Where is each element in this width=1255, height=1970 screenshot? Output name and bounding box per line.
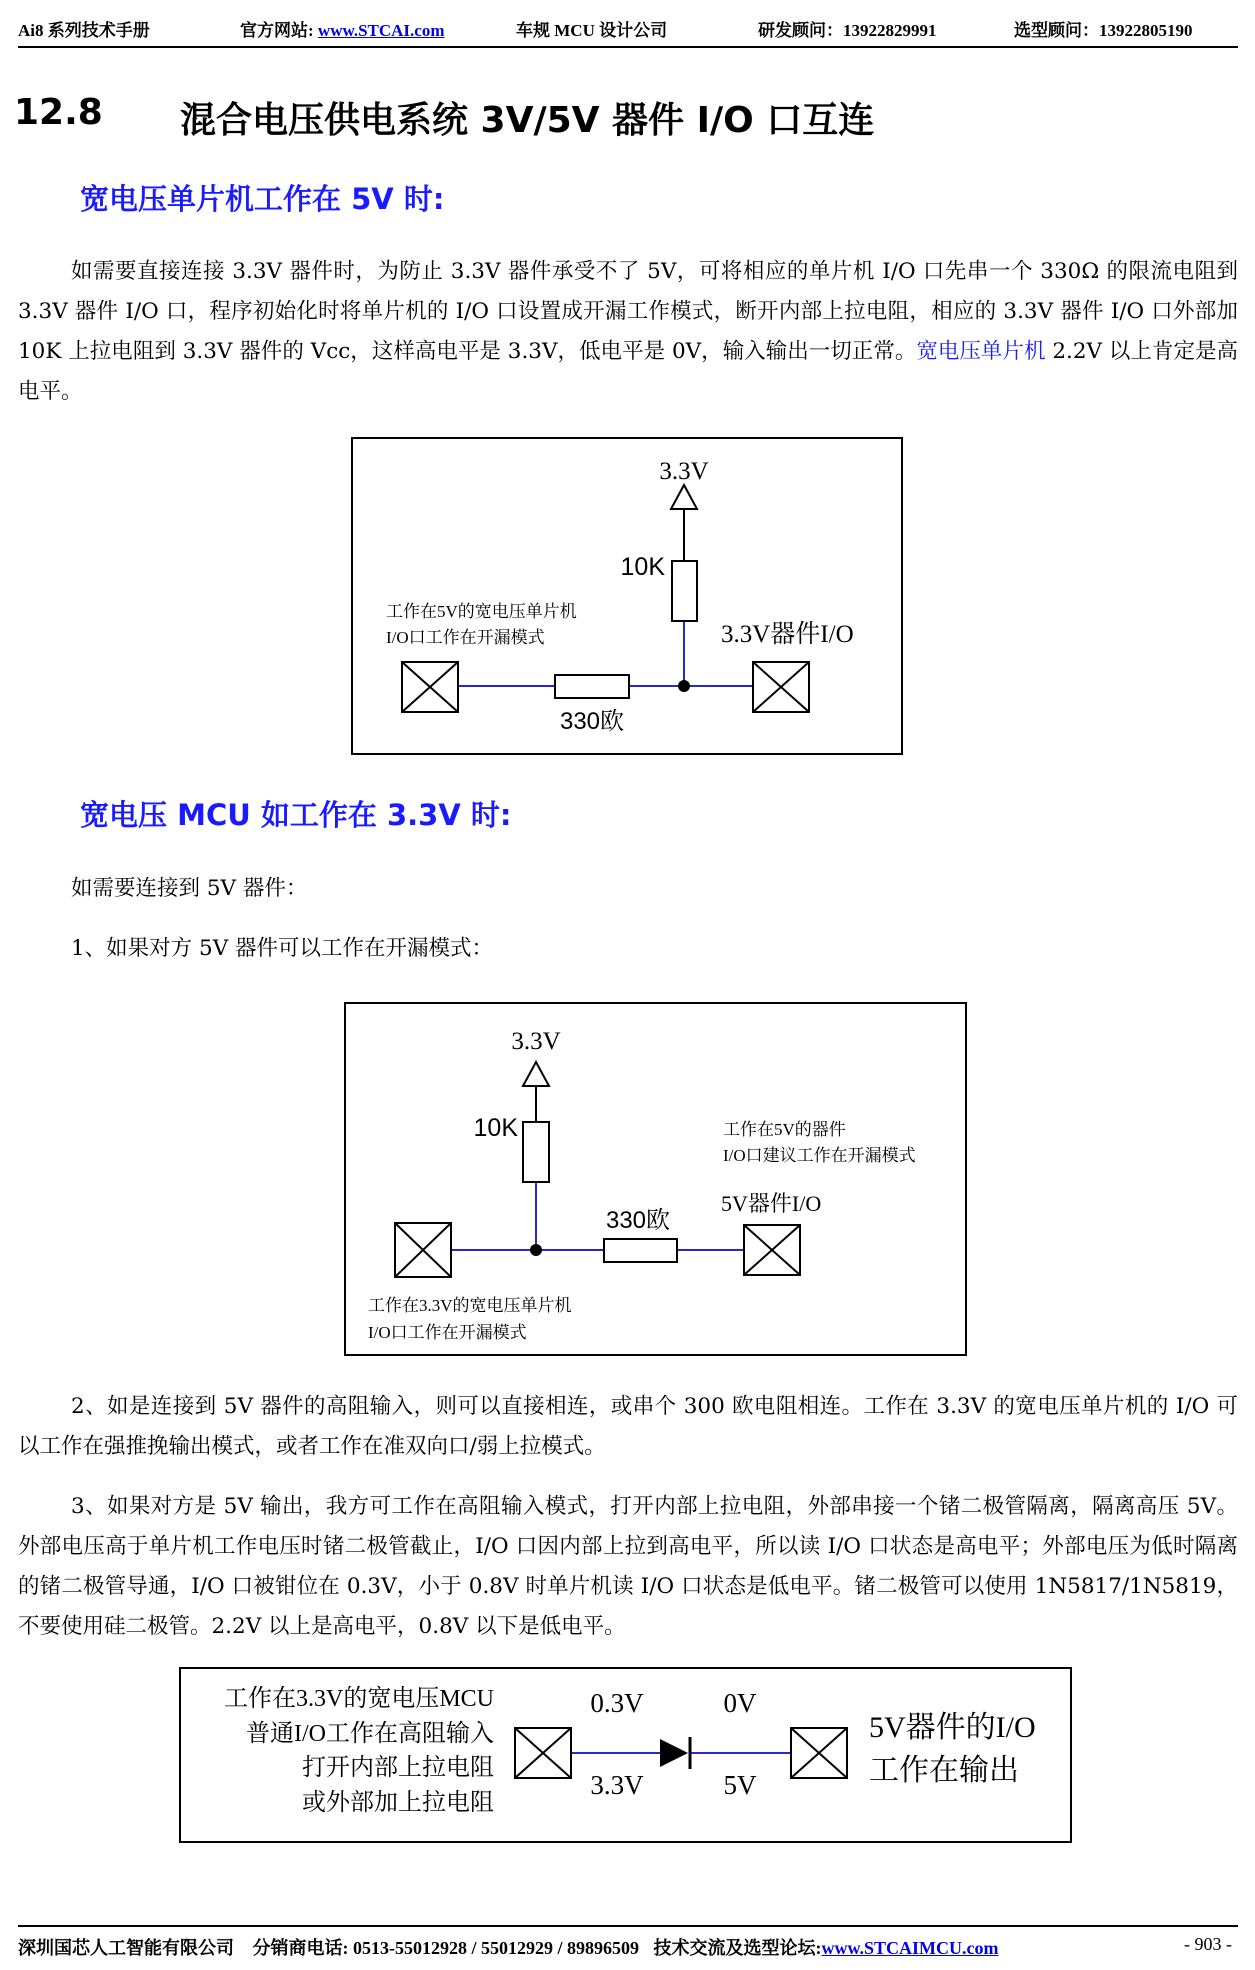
circuit-diagram-open-drain [344,1002,967,1356]
item-2: 2、如是连接到 5V 器件的高阻输入，则可以直接相连，或串个 300 欧电阻相连。工作在 3.3V 的宽电压单片机的 I/O 可以工作在强推挽输出模式，或者工作在准双向口/弱上拉模式。 [18,1394,1238,1459]
junction-node [678,680,690,692]
vcc-arrow-icon [523,1062,549,1086]
circuit-diagram-diode-isolation [179,1667,1072,1843]
manual-title: Ai8 系列技术手册 [18,21,150,40]
series-label: 330欧 [559,708,625,735]
voltage-right-top: 0V [723,1688,757,1718]
sales-advisor: 选型顾问：13922805190 [1014,21,1193,40]
mcu-label-line4: 或外部加上拉电阻 [302,1790,494,1816]
pullup-label: 10K [620,553,665,581]
vcc-label: 3.3V [511,1028,561,1055]
pullup-resistor [523,1122,549,1182]
item-3: 3、如果对方是 5V 输出，我方可工作在高阻输入模式，打开内部上拉电阻，外部串接一个锗二极管隔离，隔离高压 5V。外部电压高于单片机工作电压时锗二极管截止，I/O 口因内部上拉到高电平，所以读 I/O 口状态是高电平；外部电压为低时隔离的锗二极管导通，I/O 口被钳位在 0.3V，小于 0.8V 时单片机读 I/O 口状态是低电平。锗二极管可以使用 1N5817/1N5819，不要使用硅二极管。2.2V 以上是高电平，0.8V 以下是低电平。 [18,1494,1238,1639]
rd-advisor: 研发顾问：13922829991 [758,21,937,40]
series-resistor [604,1239,677,1262]
mcu-label-line1: 工作在3.3V的宽电压单片机 [368,1296,572,1315]
site-label: 官方网站: [240,21,318,40]
junction-node [530,1244,542,1256]
paragraph-5v [18,252,1238,412]
footer-phone: 分销商电话: 0513-55012928 / 55012929 / 89896509 [252,1938,639,1958]
mcu-label-line3: 打开内部上拉电阻 [302,1755,494,1781]
series-resistor [555,675,629,698]
mcu-label-line2: 普通I/O工作在高阻输入 [246,1721,494,1747]
device-pin-icon [753,662,809,712]
device-label: 5V器件I/O [721,1191,822,1216]
intro-line: 如需要连接到 5V 器件： [71,876,308,901]
series-label: 330欧 [605,1207,671,1234]
device-label-line2: 工作在输出 [869,1754,1019,1787]
pullup-resistor [672,561,697,621]
voltage-right-bottom: 5V [723,1770,757,1800]
mcu-label-line1: 工作在5V的宽电压单片机 [386,602,577,621]
page-number: - 903 - [1184,1934,1232,1954]
device-note-line1: 工作在5V的器件 [723,1120,846,1139]
mcu-label-line1: 工作在3.3V的宽电压MCU [223,1686,494,1712]
footer-rule [18,1925,1238,1927]
circuit-diagram-5v-mcu [351,437,903,755]
wide-voltage-link[interactable]: 宽电压单片机 [916,339,1046,364]
heading-5v: 宽电压单片机工作在 5V 时: [80,182,445,216]
voltage-left-top: 0.3V [590,1688,644,1718]
mcu-pin-icon [515,1728,571,1778]
site-link[interactable]: www.STCAI.com [317,21,445,40]
footer-forum-link[interactable]: www.STCAIMCU.com [821,1938,999,1958]
page-header [18,16,1238,38]
mcu-pin-icon [395,1223,451,1277]
company-tag: 车规 MCU 设计公司 [516,21,668,40]
paragraph-5v-tail: 2.2V 以上肯定是高电平。 [18,339,1238,404]
mcu-label-line2: I/O口工作在开漏模式 [386,628,545,647]
section-title: 混合电压供电系统 3V/5V 器件 I/O 口互连 [180,100,875,141]
footer-forum-label: 技术交流及选型论坛: [653,1938,822,1958]
mcu-label-line2: I/O口工作在开漏模式 [368,1323,527,1342]
footer-company: 深圳国芯人工智能有限公司 [18,1938,234,1958]
device-note-line2: I/O口建议工作在开漏模式 [723,1146,916,1165]
mcu-pin-icon [402,662,458,712]
device-label: 3.3V器件I/O [721,621,854,648]
heading-3v3: 宽电压 MCU 如工作在 3.3V 时: [80,798,512,832]
vcc-label: 3.3V [659,458,709,485]
header-rule [18,46,1238,48]
page-footer [18,1934,1238,1958]
device-pin-icon [744,1225,800,1275]
official-site [240,16,444,41]
device-pin-icon [791,1728,847,1778]
device-label-line1: 5V器件的I/O [869,1711,1036,1744]
section-number: 12.8 [14,92,103,133]
pullup-label: 10K [473,1114,518,1142]
voltage-left-bottom: 3.3V [590,1770,644,1800]
vcc-arrow-icon [671,485,697,509]
diode-icon [660,1737,690,1769]
item-1: 1、如果对方 5V 器件可以工作在开漏模式： [71,936,494,961]
paragraph-5v-text: 如需要直接连接 3.3V 器件时，为防止 3.3V 器件承受不了 5V，可将相应的单片机 I/O 口先串一个 330Ω 的限流电阻到 3.3V 器件 I/O 口，程序初始化时将单片机的 I/O 口设置成开漏工作模式，断开内部上拉电阻，相应的 3.3V 器件 I/O 口外部加 10K 上拉电阻到 3.3V 器件的 Vcc，这样高电平是 3.3V，低电平是 0V，输入输出一切正常。 [18,259,1238,364]
